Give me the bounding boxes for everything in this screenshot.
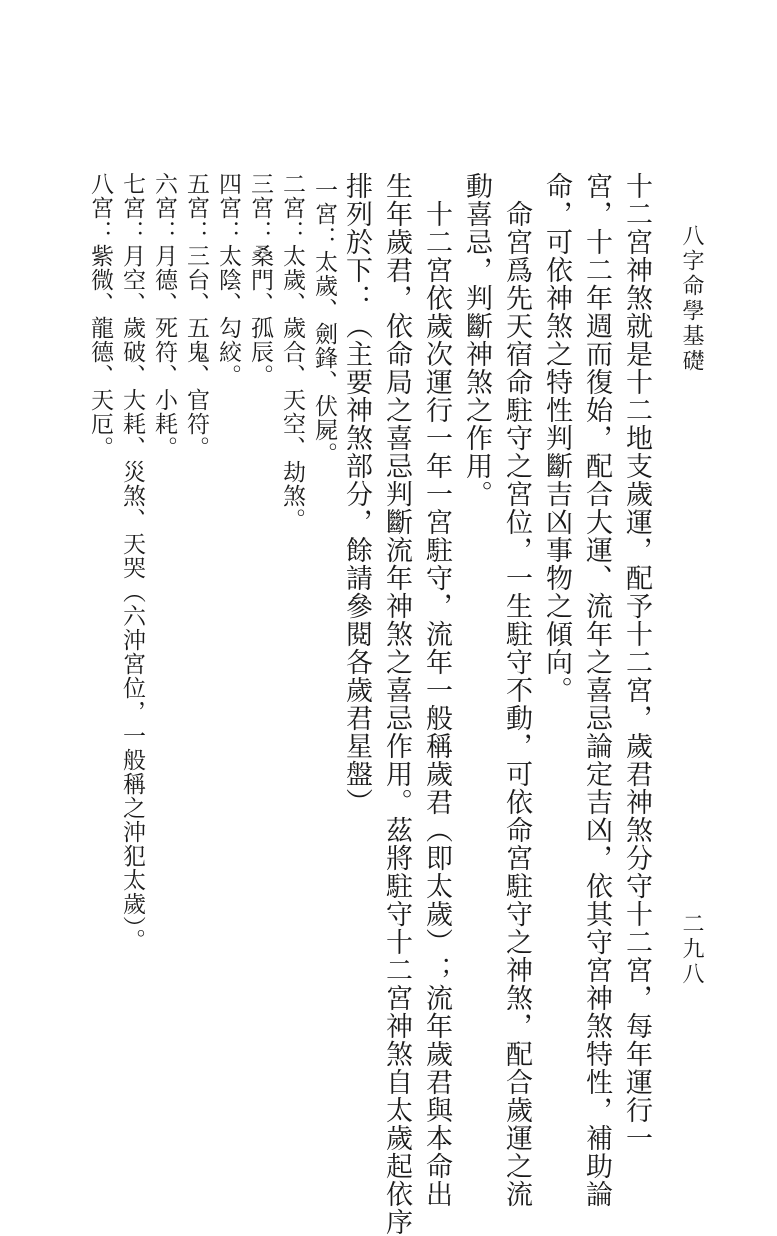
body-line-2: 宮，十二年週而復始，配合大運、流年之喜忌論定吉凶，依其守宮神煞特性，補助論 <box>581 172 612 1208</box>
book-title: 八字命學基礎 <box>679 224 704 374</box>
body-line-6: 十二宮依歲次運行一年一宮駐守，流年一般稱歲君（即太歲）；流年歲君與本命出 <box>421 172 452 1208</box>
body-line-4: 命宮爲先天宿命駐守之宮位，一生駐守不動，可依命宮駐守之神煞，配合歲運之流 <box>501 172 532 1208</box>
palace-item-4: 四宮：太陰、勾絞。 <box>215 172 241 388</box>
palace-item-7: 七宮：月空、歲破、大耗、災煞、天哭（六沖宮位，一般稱之沖犯太歲）。 <box>119 172 145 953</box>
body-line-5: 動喜忌，判斷神煞之作用。 <box>461 172 492 508</box>
palace-item-1: 一宮：太歲、劍鋒、伏屍。 <box>311 178 337 466</box>
palace-item-8: 八宮：紫微、龍德、天厄。 <box>87 172 113 460</box>
body-line-7: 生年歲君，依命局之喜忌判斷流年神煞之喜忌作用。茲將駐守十二宮神煞自太歲起依序 <box>381 172 412 1236</box>
page-number: 二九八 <box>679 912 704 987</box>
body-line-3: 命，可依神煞之特性判斷吉凶事物之傾向。 <box>541 172 572 704</box>
body-line-8: 排列於下：（主要神煞部分，餘請參閱各歲君星盤） <box>341 172 372 816</box>
palace-item-2: 二宮：太歲、歲合、天空、劫煞。 <box>279 172 305 532</box>
palace-item-3: 三宮：桑門、孤辰。 <box>247 172 273 388</box>
palace-item-5: 五宮：三台、五鬼、官符。 <box>183 172 209 460</box>
palace-item-6: 六宮：月德、死符、小耗。 <box>151 172 177 460</box>
body-line-1: 十二宮神煞就是十二地支歲運，配予十二宮，歲君神煞分守十二宮，每年運行一 <box>621 172 652 1152</box>
